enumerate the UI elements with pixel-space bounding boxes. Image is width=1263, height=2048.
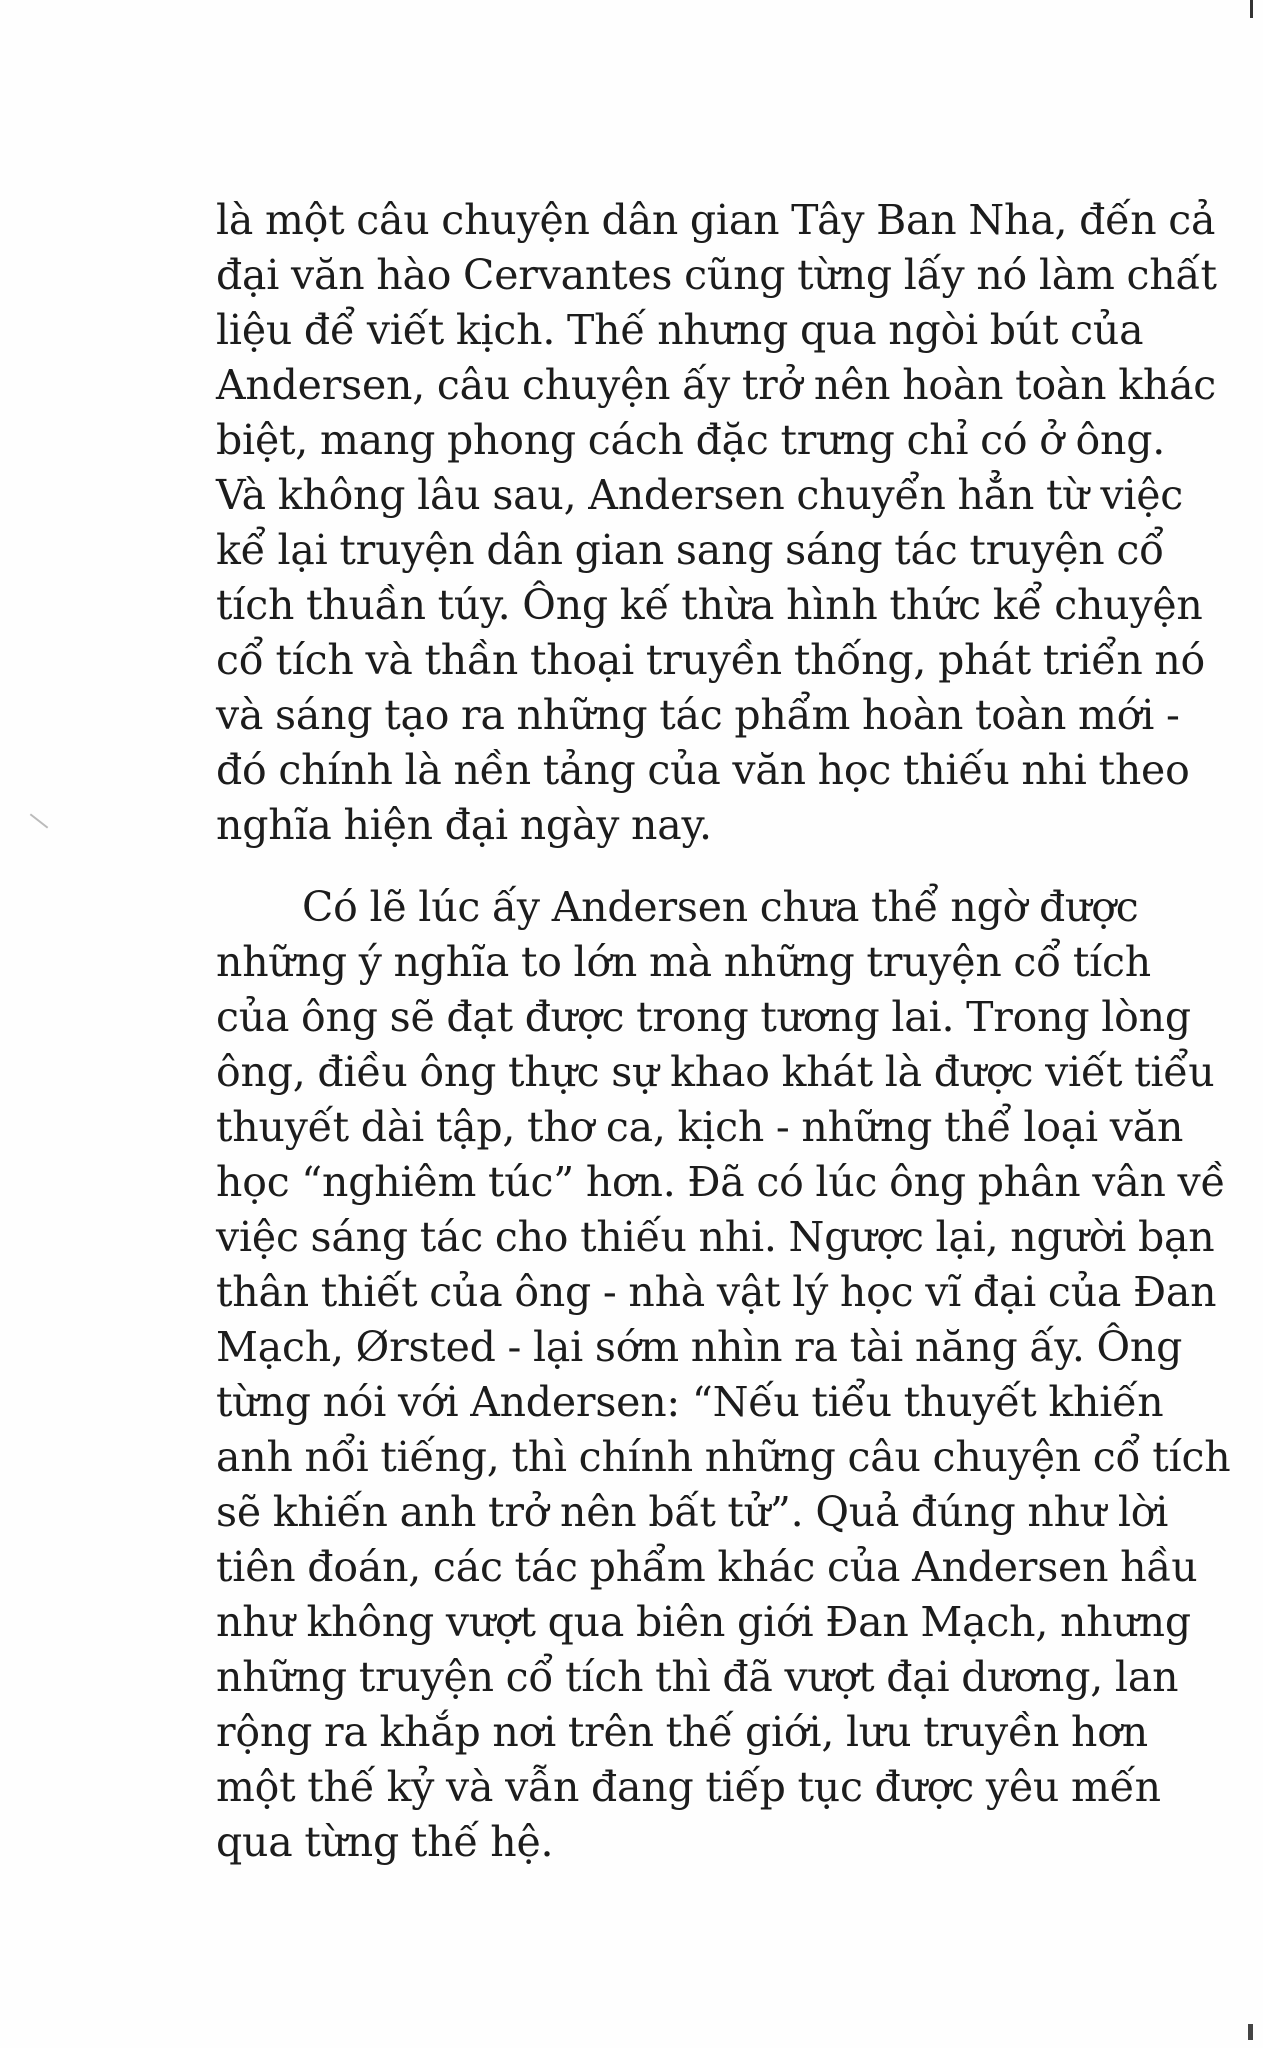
text-line: thân thiết của ông - nhà vật lý học vĩ đại của Đan [216, 1268, 1217, 1316]
text-line: sẽ khiến anh trở nên bất tử”. Quả đúng như lời [216, 1488, 1169, 1536]
text-line: ông, điều ông thực sự khao khát là được viết tiểu [216, 1048, 1215, 1096]
text-line: anh nổi tiếng, thì chính những câu chuyện cổ tích [216, 1433, 1231, 1481]
text-line: những ý nghĩa to lớn mà những truyện cổ tích [216, 938, 1152, 986]
text-line: đó chính là nền tảng của văn học thiếu nhi theo [216, 746, 1190, 794]
text-line: rộng ra khắp nơi trên thế giới, lưu truyền hơn [216, 1708, 1148, 1756]
text-line: thuyết dài tập, thơ ca, kịch - những thể loại văn [216, 1103, 1184, 1151]
text-line: kể lại truyện dân gian sang sáng tác truyện cổ [216, 526, 1164, 574]
text-line: biệt, mang phong cách đặc trưng chỉ có ở ông. [216, 416, 1166, 464]
scan-speck [30, 813, 49, 828]
text-line: từng nói với Andersen: “Nếu tiểu thuyết khiến [216, 1378, 1164, 1426]
text-line: là một câu chuyện dân gian Tây Ban Nha, đến cả [216, 196, 1216, 244]
text-line: Mạch, Ørsted - lại sớm nhìn ra tài năng ấy. Ông [216, 1323, 1183, 1371]
text-line: một thế kỷ và vẫn đang tiếp tục được yêu mến [216, 1763, 1161, 1811]
text-line: những truyện cổ tích thì đã vượt đại dương, lan [216, 1653, 1179, 1701]
page-edge-mark [1250, 0, 1253, 18]
text-line: như không vượt qua biên giới Đan Mạch, nhưng [216, 1598, 1191, 1646]
text-line: Và không lâu sau, Andersen chuyển hẳn từ việc [216, 471, 1184, 519]
text-line: của ông sẽ đạt được trong tương lai. Trong lòng [216, 993, 1191, 1041]
text-line: việc sáng tác cho thiếu nhi. Ngược lại, người bạn [216, 1213, 1215, 1261]
text-line: tiên đoán, các tác phẩm khác của Andersen hầu [216, 1543, 1198, 1591]
text-line: cổ tích và thần thoại truyền thống, phát triển nó [216, 636, 1206, 684]
text-line: đại văn hào Cervantes cũng từng lấy nó làm chất [216, 251, 1217, 299]
text-line: nghĩa hiện đại ngày nay. [216, 801, 712, 849]
text-line: qua từng thế hệ. [216, 1818, 554, 1866]
text-line: học “nghiêm túc” hơn. Đã có lúc ông phân vân về [216, 1158, 1226, 1206]
text-line: tích thuần túy. Ông kế thừa hình thức kể chuyện [216, 581, 1203, 629]
page-edge-mark [1248, 2024, 1253, 2040]
text-line: Có lẽ lúc ấy Andersen chưa thể ngờ được [302, 883, 1139, 931]
text-line: Andersen, câu chuyện ấy trở nên hoàn toàn khác [216, 361, 1217, 409]
text-line: liệu để viết kịch. Thế nhưng qua ngòi bút của [216, 306, 1144, 354]
text-line: và sáng tạo ra những tác phẩm hoàn toàn mới - [216, 691, 1180, 739]
